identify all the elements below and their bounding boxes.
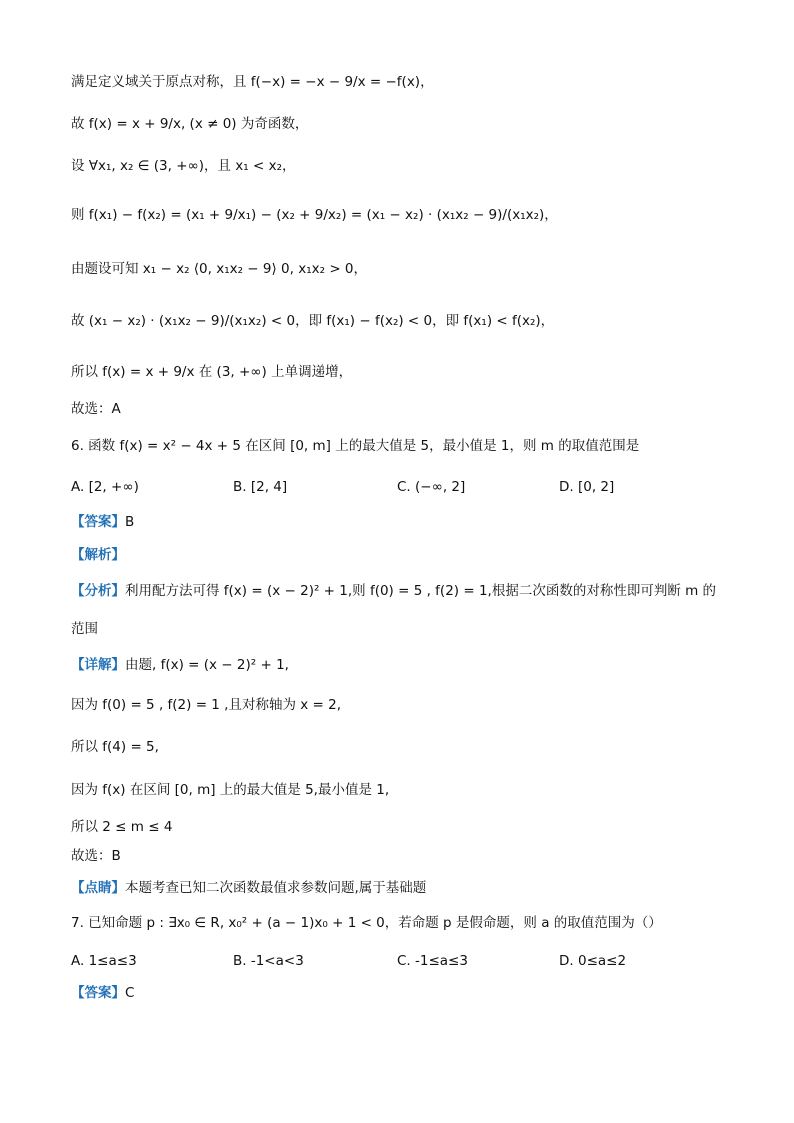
answer-tag: 【答案】 xyxy=(71,514,125,530)
text-line: 故 (x₁ − x₂) · (x₁x₂ − 9)/(x₁x₂) < 0，即 f(x₁) − f(x₂) < 0，即 f(x₁) < f(x₂)， xyxy=(71,313,555,329)
text-line: 范围 xyxy=(71,621,98,637)
text-line: 满足定义域关于原点对称，且 f(−x) = −x − 9/x = −f(x)， xyxy=(71,74,434,90)
answer-value: B xyxy=(125,514,135,530)
analysis-tag: 【解析】 xyxy=(71,547,125,563)
text-line: 故选：A xyxy=(71,401,121,417)
text-line: 则 f(x₁) − f(x₂) = (x₁ + 9/x₁) − (x₂ + 9/x₂) = (x₁ − x₂) · (x₁x₂ − 9)/(x₁x₂)， xyxy=(71,207,558,223)
option-d: D. 0≤a≤2 xyxy=(559,953,627,969)
fenxi-tag: 【分析】 xyxy=(71,583,125,599)
option-a: A. [2, +∞) xyxy=(71,479,139,495)
text-line: 故 f(x) = x + 9/x, (x ≠ 0) 为奇函数， xyxy=(71,116,309,132)
option-d: D. [0, 2] xyxy=(559,479,615,495)
fenxi-text: 利用配方法可得 f(x) = (x − 2)² + 1,则 f(0) = 5 , f(2) = 1,根据二次函数的对称性即可判断 m 的 xyxy=(125,583,717,599)
option-c: C. (−∞, 2] xyxy=(397,479,466,495)
text-line: 因为 f(x) 在区间 [0, m] 上的最大值是 5,最小值是 1, xyxy=(71,782,390,798)
dianjing-line xyxy=(71,878,754,898)
xiangjie-line xyxy=(71,655,754,675)
question-7: 7. 已知命题 p : ∃x₀ ∈ R, x₀² + (a − 1)x₀ + 1 < 0，若命题 p 是假命题，则 a 的取值范围为（） xyxy=(71,915,662,931)
question-6: 6. 函数 f(x) = x² − 4x + 5 在区间 [0, m] 上的最大值是 5，最小值是 1，则 m 的取值范围是 xyxy=(71,438,640,454)
text-line: 所以 f(4) = 5, xyxy=(71,739,159,755)
text-line: 因为 f(0) = 5 , f(2) = 1 ,且对称轴为 x = 2, xyxy=(71,697,342,713)
option-b: B. -1<a<3 xyxy=(233,953,304,969)
text-line: 设 ∀x₁, x₂ ∈ (3, +∞)，且 x₁ < x₂， xyxy=(71,158,296,174)
text-line: 所以 f(x) = x + 9/x 在 (3, +∞) 上单调递增， xyxy=(71,364,353,380)
answer-line xyxy=(71,983,754,1003)
option-b: B. [2, 4] xyxy=(233,479,288,495)
xiangjie-text: 由题, f(x) = (x − 2)² + 1, xyxy=(125,657,289,673)
analysis-line xyxy=(71,545,754,565)
text-line: 所以 2 ≤ m ≤ 4 xyxy=(71,819,173,835)
dianjing-text: 本题考查已知二次函数最值求参数问题,属于基础题 xyxy=(125,880,427,896)
answer-tag: 【答案】 xyxy=(71,985,125,1001)
fenxi-line xyxy=(71,581,754,601)
text-line: 故选：B xyxy=(71,848,121,864)
answer-line xyxy=(71,512,754,532)
option-c: C. -1≤a≤3 xyxy=(397,953,468,969)
option-a: A. 1≤a≤3 xyxy=(71,953,137,969)
xiangjie-tag: 【详解】 xyxy=(71,657,125,673)
answer-value: C xyxy=(125,985,135,1001)
dianjing-tag: 【点睛】 xyxy=(71,880,125,896)
text-line: 由题设可知 x₁ − x₂ ⟨0, x₁x₂ − 9⟩ 0, x₁x₂ > 0， xyxy=(71,261,368,277)
